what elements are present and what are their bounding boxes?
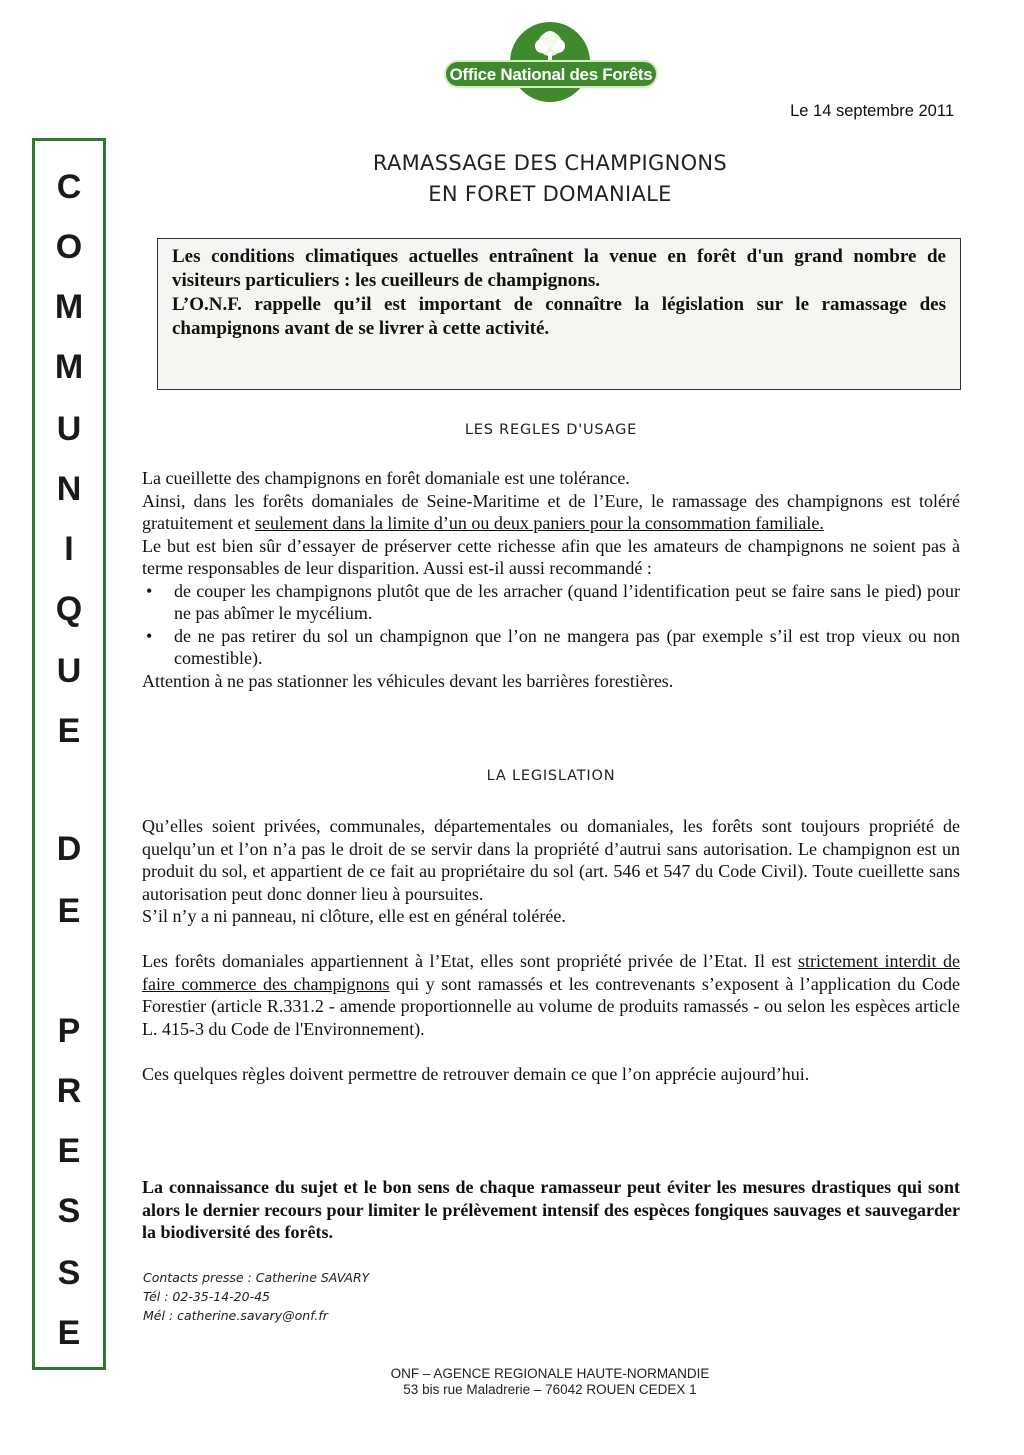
list-item: • de couper les champignons plutôt que de les arracher (quand l’identification peut se faire sans le pied) pour ne pas abîmer le mycélium. xyxy=(174,580,960,625)
sidebar-letter: U xyxy=(56,652,82,690)
list-item: • de ne pas retirer du sol un champignon que l’on ne mangera pas (par exemple s’il est trop vieux ou non comestible). xyxy=(174,625,960,670)
intro-paragraph-1: Les conditions climatiques actuelles entraînent la venue en forêt d'un grand nombre de visiteurs particuliers : les cueilleurs de champignons. xyxy=(172,246,946,291)
section-legislation-body xyxy=(142,815,960,1085)
document-date: Le 14 septembre 2011 xyxy=(790,102,954,120)
sidebar-letter: M xyxy=(54,288,84,326)
section-regles-body xyxy=(142,467,960,692)
regles-paragraph-4: Attention à ne pas stationner les véhicules devant les barrières forestières. xyxy=(142,670,674,691)
sidebar-letter: E xyxy=(57,1132,81,1170)
regles-p2-text: Ainsi, dans les forêts domaniales de Seine-Maritime et de l’Eure, le ramassage des champignons est toléré gratuitement et xyxy=(142,490,960,533)
legislation-p3-post: qui y sont ramassés et les contrevenants s’exposent à l’application du Code Forestier (article R.331.2 - amende proportionnelle au volume de produits ramassés - ou selon les espèces article L. 415-3 du Code de l'Environnement). xyxy=(142,973,960,1039)
legislation-p3-pre: Les forêts domaniales appartiennent à l’Etat, elles sont propriété privée de l’Etat. Il est xyxy=(142,951,798,971)
logo-text: Office National des Forêts xyxy=(449,65,653,84)
legislation-p3-underlined: strictement interdit de faire commerce des champignons xyxy=(142,951,960,994)
intro-box xyxy=(157,238,961,390)
title-line-1: RAMASSAGE DES CHAMPIGNONS xyxy=(372,151,728,175)
sidebar-letter: U xyxy=(56,410,82,448)
regles-paragraph-3: Le but est bien sûr d’essayer de préserver cette richesse afin que les amateurs de champignons ne soient pas à terme responsables de leur disparition. Aussi est-il aussi recommandé : xyxy=(142,535,960,578)
sidebar-letter: M xyxy=(54,348,84,386)
sidebar-letter: S xyxy=(57,1192,81,1230)
sidebar-letter: E xyxy=(57,712,81,750)
legislation-paragraph-4: Ces quelques règles doivent permettre de retrouver demain ce que l’on apprécie aujourd’hui. xyxy=(142,1063,810,1084)
contact-email: Mél : catherine.savary@onf.fr xyxy=(143,1308,328,1323)
logo-band xyxy=(444,60,658,88)
sidebar-letter: I xyxy=(64,530,74,568)
regles-paragraph-1: La cueillette des champignons en forêt domaniale est une tolérance. xyxy=(142,468,630,488)
sidebar-letter: N xyxy=(56,470,82,508)
onf-logo xyxy=(440,22,662,102)
sidebar-letter: D xyxy=(56,830,82,868)
title-line-2: EN FORET DOMANIALE xyxy=(428,182,672,206)
sidebar-letter: O xyxy=(55,228,83,266)
sidebar-letter: E xyxy=(57,1314,81,1352)
regles-paragraph-2 xyxy=(142,490,960,535)
sidebar-letter: P xyxy=(57,1012,81,1050)
section-heading-legislation: LA LEGISLATION xyxy=(486,768,616,784)
contact-phone: Tél : 02-35-14-20-45 xyxy=(143,1289,270,1304)
sidebar-letter: R xyxy=(56,1072,82,1110)
sidebar-letter: S xyxy=(57,1254,81,1292)
page-title xyxy=(160,148,940,210)
contact-name: Contacts presse : Catherine SAVARY xyxy=(143,1270,370,1285)
regles-p2-underlined: seulement dans la limite d’un ou deux paniers pour la consommation familiale. xyxy=(254,513,824,533)
press-contacts xyxy=(143,1268,369,1325)
regles-bullet-list xyxy=(142,580,960,670)
legislation-paragraph-3 xyxy=(142,950,960,1040)
intro-paragraph-2: L’O.N.F. rappelle qu’il est important de connaître la législation sur le ramassage des champignons avant de se livrer à cette activité. xyxy=(172,294,946,339)
footer-street: 53 bis rue Maladrerie – 76042 ROUEN CEDEX 1 xyxy=(403,1382,697,1397)
sidebar-letter: C xyxy=(56,168,82,206)
closing-statement: La connaissance du sujet et le bon sens de chaque ramasseur peut éviter les mesures drastiques qui sont alors le dernier recours pour limiter le prélèvement intensif des espèces fongiques sauvages et sauvegarder la biodiversité des forêts. xyxy=(142,1177,960,1242)
footer-agency: ONF – AGENCE REGIONALE HAUTE-NORMANDIE xyxy=(390,1366,710,1381)
footer-address xyxy=(300,1366,800,1398)
legislation-paragraph-2: S’il n’y a ni panneau, ni clôture, elle est en général tolérée. xyxy=(142,906,566,926)
section-heading-regles: LES REGLES D'USAGE xyxy=(464,422,638,438)
sidebar-letter: E xyxy=(57,892,81,930)
sidebar-communique-de-presse xyxy=(32,138,106,1370)
sidebar-letter: Q xyxy=(55,590,83,628)
legislation-paragraph-1: Qu’elles soient privées, communales, départementales ou domaniales, les forêts sont toujours propriété de quelqu’un et l’on n’a pas le droit de se servir dans la propriété d’autrui sans autorisation. Le champignon est un produit du sol, et appartient de ce fait au propriétaire du sol (art. 546 et 547 du Code Civil). Toute cueillette sans autorisation peut donc donner lieu à poursuites. xyxy=(142,816,960,904)
